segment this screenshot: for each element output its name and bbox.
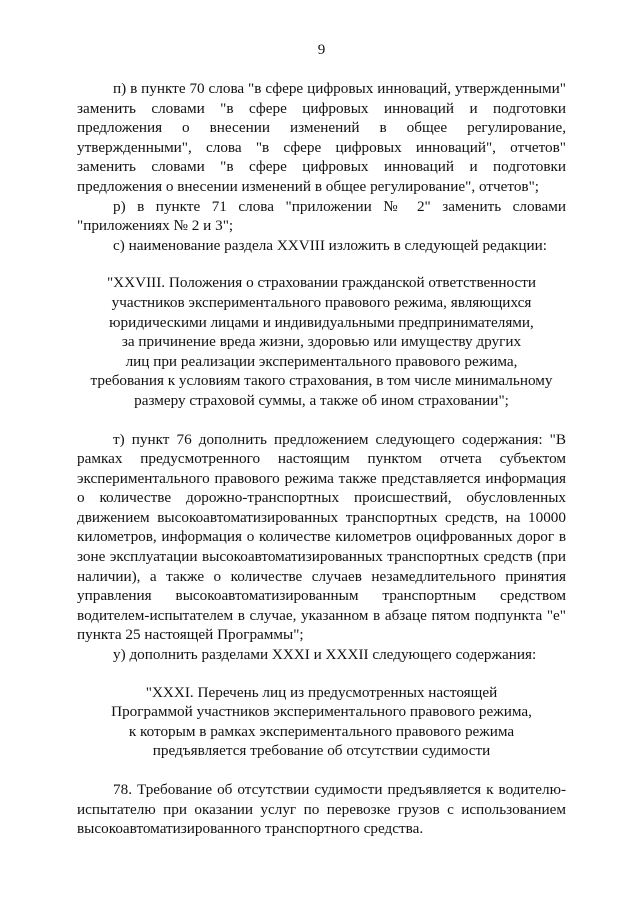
page-number: 9: [317, 42, 326, 58]
paragraph-78: 78. Требование об отсутствии судимости предъявляется к водителю-испытателю при оказании услуг по перевозке грузов с использованием высокоавтоматизированного транспортного средства.: [77, 781, 566, 838]
heading-line: юридическими лицами и индивидуальными предпринимателями,: [109, 313, 534, 331]
heading-line: "XXVIII. Положения о страховании гражданской ответственности: [106, 274, 536, 292]
paragraph-u: у) дополнить разделами XXXI и XXXII следующего содержания:: [113, 646, 537, 664]
heading-line: за причинение вреда жизни, здоровью или имуществу других: [121, 333, 522, 351]
heading-line: к которым в рамках экспериментального правового режима: [128, 722, 515, 740]
heading-line: лиц при реализации экспериментального правового режима,: [125, 352, 518, 370]
section-heading-xxxi: [77, 683, 566, 761]
paragraph-r: р) в пункте 71 слова "приложении № 2" заменить словами "приложениях № 2 и 3";: [77, 197, 566, 235]
heading-line: предъявляется требование об отсутствии судимости: [152, 742, 491, 760]
paragraph-s: с) наименование раздела XXVIII изложить в следующей редакции:: [113, 236, 548, 254]
heading-line: размеру страховой суммы, а также об ином страховании";: [134, 391, 509, 409]
heading-line: требования к условиям такого страхования, в том числе минимальному: [90, 372, 553, 390]
heading-line: "XXXI. Перечень лиц из предусмотренных настоящей: [145, 683, 498, 701]
paragraph-p: п) в пункте 70 слова "в сфере цифровых инноваций, утвержденными" заменить словами "в сфере цифровых инноваций и подготовки предложения о внесении изменений в общее регулирование, утвержденными", слова "в сфере цифровых инноваций", отчетов" заменить словами "в сфере цифровых инноваций и подготовки предложения о внесении изменений в общее регулирование", отчетов";: [77, 80, 566, 195]
heading-line: Программой участников экспериментального правового режима,: [111, 703, 532, 721]
section-heading-xxviii: [77, 273, 566, 410]
heading-line: участников экспериментального правового режима, являющихся: [111, 293, 532, 311]
paragraph-t: т) пункт 76 дополнить предложением следующего содержания: "В рамках предусмотренного настоящим пунктом отчета субъектом экспериментального правового режима также представляется информация о количестве дорожно-транспортных происшествий, обусловленных движением высокоавтоматизированных транспортных средств, на 10000 километров, информация о количестве километров оцифрованных дорог в зоне эксплуатации высокоавтоматизированных транспортных средств (при наличии), а также о количестве случаев незамедлительного принятия управления высокоавтоматизированным транспортным средством водителем-испытателем в случае, указанном в абзаце пятом подпункта "е" пункта 25 настоящей Программы";: [77, 430, 566, 644]
